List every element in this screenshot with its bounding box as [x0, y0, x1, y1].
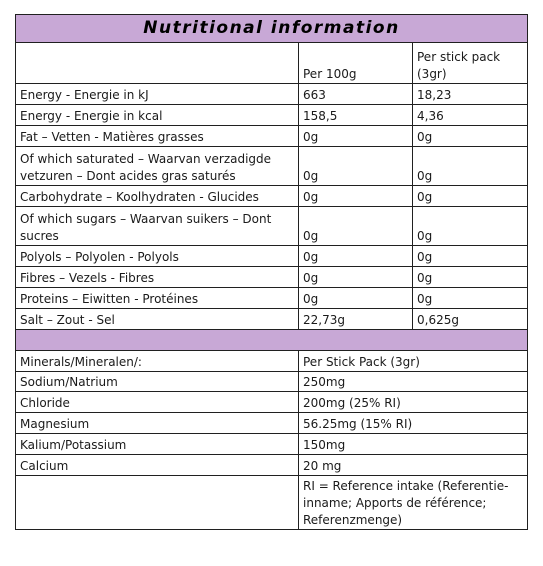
minerals-header-value: Per Stick Pack (3gr): [299, 351, 528, 372]
header-per-stick: Per stick pack (3gr): [413, 43, 528, 84]
table-row: [16, 434, 528, 455]
row-label: Energy - Energie in kJ: [16, 84, 299, 105]
header-per-100g: Per 100g: [299, 43, 413, 84]
table-row: [16, 372, 528, 392]
row-label: Energy - Energie in kcal: [16, 105, 299, 126]
mineral-label: Kalium/Potassium: [16, 434, 299, 455]
row-label: Polyols – Polyolen - Polyols: [16, 246, 299, 267]
row-per-stick: 0g: [413, 246, 528, 267]
mineral-label: Sodium/Natrium: [16, 372, 299, 392]
table-row: [16, 84, 528, 105]
row-per-100g: 0g: [299, 288, 413, 309]
table-row: [16, 126, 528, 147]
row-per-100g: 158,5: [299, 105, 413, 126]
row-per-100g: 663: [299, 84, 413, 105]
row-per-stick: 0g: [413, 288, 528, 309]
row-label: Salt – Zout - Sel: [16, 309, 299, 330]
row-per-100g: 0g: [299, 207, 413, 246]
row-per-stick: 0,625g: [413, 309, 528, 330]
table-row: [16, 476, 528, 530]
table-row: [16, 309, 528, 330]
row-label: Of which saturated – Waarvan verzadigde vetzuren – Dont acides gras saturés: [16, 147, 299, 186]
nutrition-title: Nutritional information: [16, 15, 528, 43]
row-per-stick: 4,36: [413, 105, 528, 126]
mineral-value: 200mg (25% RI): [299, 392, 528, 413]
row-label: Carbohydrate – Koolhydraten - Glucides: [16, 186, 299, 207]
table-row: [16, 413, 528, 434]
row-label: Proteins – Eiwitten - Protéines: [16, 288, 299, 309]
mineral-value: 250mg: [299, 372, 528, 392]
row-per-stick: 0g: [413, 186, 528, 207]
table-row: [16, 288, 528, 309]
ri-blank-cell: [16, 476, 299, 530]
row-per-stick: 0g: [413, 267, 528, 288]
row-per-100g: 0g: [299, 246, 413, 267]
row-per-100g: 0g: [299, 126, 413, 147]
row-per-100g: 0g: [299, 186, 413, 207]
row-label: Of which sugars – Waarvan suikers – Dont sucres: [16, 207, 299, 246]
mineral-label: Magnesium: [16, 413, 299, 434]
mineral-label: Calcium: [16, 455, 299, 476]
table-row: [16, 246, 528, 267]
table-row: [16, 147, 528, 186]
section-divider-bar: [16, 330, 528, 351]
row-label: Fibres – Vezels - Fibres: [16, 267, 299, 288]
row-per-stick: 0g: [413, 147, 528, 186]
row-per-stick: 0g: [413, 126, 528, 147]
row-per-100g: 0g: [299, 267, 413, 288]
table-row: [16, 105, 528, 126]
minerals-table: [15, 329, 528, 530]
table-row: [16, 392, 528, 413]
mineral-label: Chloride: [16, 392, 299, 413]
row-per-100g: 0g: [299, 147, 413, 186]
mineral-value: 56.25mg (15% RI): [299, 413, 528, 434]
minerals-header-label: Minerals/Mineralen/:: [16, 351, 299, 372]
mineral-value: 20 mg: [299, 455, 528, 476]
nutrition-table: [15, 14, 528, 330]
ri-note: RI = Reference intake (Referentie-inname; Apports de référence; Referenzmenge): [299, 476, 528, 530]
table-row: [16, 351, 528, 372]
table-row: [16, 455, 528, 476]
nutrition-panel: [15, 14, 527, 551]
row-per-100g: 22,73g: [299, 309, 413, 330]
mineral-value: 150mg: [299, 434, 528, 455]
row-per-stick: 0g: [413, 207, 528, 246]
row-per-stick: 18,23: [413, 84, 528, 105]
table-row: [16, 207, 528, 246]
table-row: [16, 186, 528, 207]
row-label: Fat – Vetten - Matières grasses: [16, 126, 299, 147]
table-row: [16, 267, 528, 288]
header-blank-cell: [16, 43, 299, 84]
